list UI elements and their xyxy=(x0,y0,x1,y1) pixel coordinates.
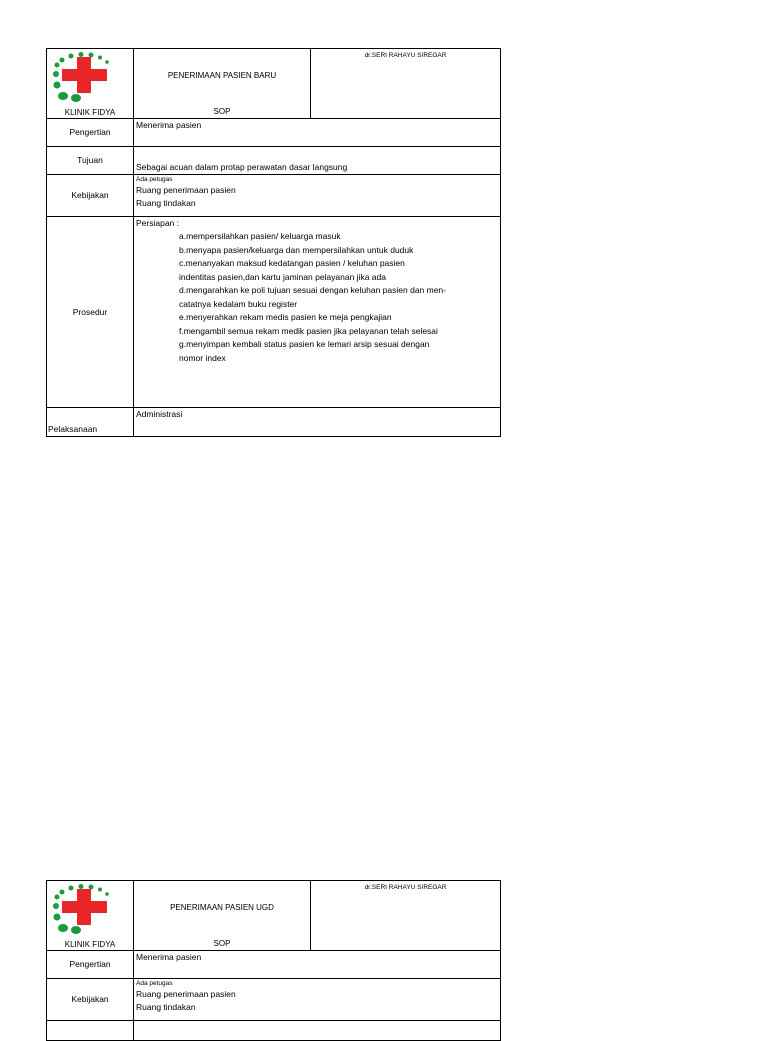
prosedur-intro: Persiapan : xyxy=(136,218,179,228)
kebijakan-line: Ruang penerimaan pasien xyxy=(136,989,236,999)
prosedur-step: b.menyapa pasien/keluarga dan mempersilahkan untuk duduk xyxy=(179,244,414,255)
prosedur-step: nomor index xyxy=(179,352,226,363)
label-pengertian: Pengertian xyxy=(47,951,134,979)
value-pelaksanaan: Administrasi xyxy=(134,408,501,437)
sop-title: PENERIMAAN PASIEN UGD xyxy=(170,903,274,912)
value-tujuan: Sebagai acuan dalam protap perawatan dasar langsung xyxy=(134,147,501,175)
prosedur-step: indentitas pasien,dan kartu jaminan pelayanan jika ada xyxy=(179,271,386,282)
kebijakan-line: Ruang penerimaan pasien xyxy=(136,185,236,195)
title-cell xyxy=(134,881,311,951)
doc-type: SOP xyxy=(213,107,231,116)
kebijakan-line: Ruang tindakan xyxy=(136,198,196,208)
clinic-name: KLINIK FIDYA xyxy=(64,940,116,949)
clinic-logo-icon xyxy=(49,883,115,935)
label-tujuan: Tujuan xyxy=(47,147,134,175)
prosedur-step: e.menyerahkan rekam medis pasien ke meja pengkajian xyxy=(179,312,392,322)
prosedur-step: catatnya kedalam buku register xyxy=(179,298,298,309)
value-pengertian: Menerima pasien xyxy=(134,119,501,147)
clinic-logo-icon xyxy=(49,51,115,103)
label-pengertian: Pengertian xyxy=(47,119,134,147)
kebijakan-small: Ada petugas xyxy=(136,176,173,183)
label-pelaksanaan: Pelaksanaan xyxy=(47,408,134,437)
doc-type: SOP xyxy=(213,939,231,948)
value-prosedur xyxy=(134,217,501,408)
doctor-name: dr.SERI RAHAYU SIREGAR xyxy=(311,881,501,951)
sop-title: PENERIMAAN PASIEN BARU xyxy=(167,71,277,80)
doctor-name: dr.SERI RAHAYU SIREGAR xyxy=(311,49,501,119)
kebijakan-small: Ada petugas xyxy=(136,980,173,987)
label-kebijakan: Kebijakan xyxy=(47,979,134,1021)
sop-table-ugd xyxy=(46,880,501,1041)
prosedur-step: f.mengambil semua rekam medik pasien jika pelayanan telah selesai xyxy=(179,325,438,336)
title-cell xyxy=(134,49,311,119)
label-kebijakan: Kebijakan xyxy=(47,175,134,217)
value-pengertian: Menerima pasien xyxy=(134,951,501,979)
sop-table-baru xyxy=(46,48,501,437)
clinic-name: KLINIK FIDYA xyxy=(64,108,116,117)
logo-cell xyxy=(47,49,134,119)
prosedur-steps xyxy=(136,230,498,365)
value-kebijakan xyxy=(134,175,501,217)
value-kebijakan xyxy=(134,979,501,1021)
prosedur-step: c.menanyakan maksud kedatangan pasien / keluhan pasien xyxy=(179,258,405,268)
kebijakan-line: Ruang tindakan xyxy=(136,1002,196,1012)
prosedur-step: a.mempersilahkan pasien/ keluarga masuk xyxy=(179,231,341,241)
prosedur-step: g.menyimpan kembali status pasien ke lemari arsip sesuai dengan xyxy=(179,339,430,349)
label-prosedur: Prosedur xyxy=(47,217,134,408)
logo-cell xyxy=(47,881,134,951)
prosedur-step: d.mengarahkan ke poli tujuan sesuai dengan keluhan pasien dan men- xyxy=(179,285,446,295)
